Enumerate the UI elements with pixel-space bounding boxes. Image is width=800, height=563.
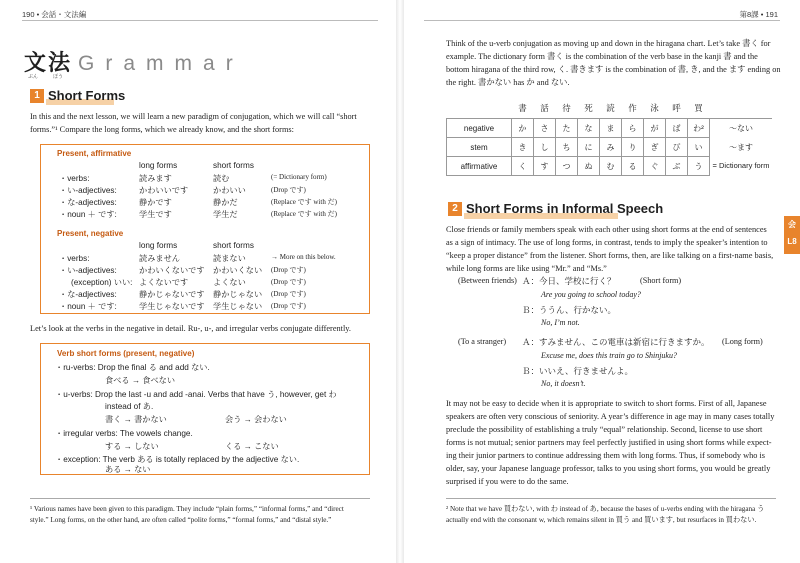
head-oyogu: 泳	[644, 98, 666, 119]
aff-cell: ぶ	[666, 157, 688, 176]
example-1-context: (Between friends)	[458, 276, 517, 285]
table-row-stem	[447, 138, 773, 157]
head-hanasu: 話	[534, 98, 556, 119]
aff-row-1-long: 読みます	[139, 174, 172, 183]
stem-cell: み	[600, 138, 622, 157]
neg-row-3-note: (Drop です)	[271, 278, 306, 286]
neg-cell: た	[556, 119, 578, 138]
chapter-tab-top: 会	[788, 220, 796, 229]
informal-p2-line-7: surprised if you were to do the same.	[446, 477, 569, 486]
aff-row-2-label: ・い-adjectives:	[59, 186, 117, 195]
footnote-2-line-2: actually end with the consonant w, which remains silent in 買う and 買います, but resurfaces in 買わない.	[446, 516, 757, 524]
aff-row-3-note: (Replace です with だ)	[271, 198, 337, 206]
irregular-example-1: する → しない	[105, 442, 159, 451]
section-title-jp: 文法	[24, 50, 73, 75]
exception-rule: ・exception: The verb ある is totally replaced by the adjective ない.	[55, 455, 300, 464]
negative-heading: Present, negative	[57, 229, 124, 238]
section-title-en: Grammar	[78, 52, 244, 75]
u-verb-example-2: 会う → 会わない	[225, 415, 287, 424]
aff-cell: う	[688, 157, 710, 176]
chapter-tab	[784, 216, 800, 254]
example-2-context: (To a stranger)	[458, 337, 507, 346]
neg-cell: な	[578, 119, 600, 138]
intro-line-2: forms.”¹ Compare the long forms, which we already know, and the short forms:	[30, 125, 294, 134]
footnote-2-line-1: ² Note that we have 買わない, with わ instead of あ, because the bases of u-verbs ending with the hiragana う	[446, 505, 765, 513]
aff-row-4-label: ・noun ＋ です:	[59, 210, 117, 219]
stem-cell: び	[666, 138, 688, 157]
aff-ending: = Dictionary form	[712, 161, 770, 170]
heading-number-2: 2	[448, 202, 462, 216]
verbs-intro: Let’s look at the verbs in the negative in detail. Ru-, u-, and irregular verbs conjugate differently.	[30, 324, 351, 333]
right-footnote-rule	[446, 498, 776, 499]
neg-row-5-long: 学生じゃないです	[139, 302, 205, 311]
forms-comparison-box	[40, 144, 370, 314]
right-intro-line-1: Think of the u-verb conjugation as moving up and down in the hiragana chart. Let’s take 書く for	[446, 39, 771, 48]
neg-row-2-long: かわいくないです	[139, 266, 205, 275]
informal-p2-line-3: preclude the possibility of establishing a truly “equal” relationship. Second, license to use short	[446, 425, 763, 434]
left-running-header: 190 • 会話・文法編	[22, 10, 87, 19]
neg-row-4-note: (Drop です)	[271, 290, 306, 298]
row-label-stem: stem	[447, 138, 512, 157]
right-running-header: 第8課 • 191	[739, 10, 778, 19]
irregular-example-2: くる → こない	[225, 442, 279, 451]
neg-cell: さ	[534, 119, 556, 138]
aff-row-1-short: 読む	[213, 174, 230, 183]
col-long-forms: long forms	[139, 161, 178, 170]
neg-cell: が	[644, 119, 666, 138]
stem-cell: ぎ	[644, 138, 666, 157]
heading-short-forms-text: Short Forms	[48, 88, 126, 103]
neg-cell: ば	[666, 119, 688, 138]
section-furigana-1: ぶん	[28, 74, 39, 80]
neg-row-4-label: ・な-adjectives:	[59, 290, 117, 299]
u-verb-example-1: 書く → 書かない	[105, 415, 167, 424]
neg-row-3-short: よくない	[213, 278, 246, 287]
neg-row-4-short: 静かじゃない	[213, 290, 263, 299]
informal-p1-line-2: as a sign of intimacy. The use of long forms, in contrast, tends to imply the speaker’s intention to	[446, 238, 768, 247]
example-2-b-translation: No, it doesn’t.	[541, 379, 586, 388]
u-verb-conjugation-table	[446, 98, 772, 176]
table-row-negative	[447, 119, 773, 138]
neg-row-5-note: (Drop です)	[271, 302, 306, 310]
right-intro-line-2: example. The dictionary form 書く is the combination of the verb base in the kanji 書 and the	[446, 52, 758, 61]
right-intro-line-3: bottom hiragana of the third row, く. 書きます is the combination of 書, き, and the ます ending on	[446, 65, 781, 74]
informal-p1-line-4: while long forms are like using “Mr.” and “Ms.”	[446, 264, 607, 273]
neg-row-2-label: ・い-adjectives:	[59, 266, 117, 275]
head-matsu: 待	[556, 98, 578, 119]
example-1-b-translation: No, I’m not.	[541, 318, 580, 327]
neg-row-5-short: 学生じゃない	[213, 302, 263, 311]
table-corner	[447, 98, 512, 119]
intro-line-1: In this and the next lesson, we will learn a new paradigm of conjugation, which we will call “short	[30, 112, 357, 121]
neg-cell: か	[512, 119, 534, 138]
ru-verb-example: 食べる → 食べない	[105, 376, 176, 385]
head-shinu: 死	[578, 98, 600, 119]
col-short-forms: short forms	[213, 161, 254, 170]
left-footnote-rule	[30, 498, 370, 499]
aff-row-3-label: ・な-adjectives:	[59, 198, 117, 207]
aff-cell: ぐ	[644, 157, 666, 176]
aff-row-2-short: かわいい	[213, 186, 246, 195]
u-verb-rule-cont: instead of あ.	[105, 402, 154, 411]
col-short-forms-2: short forms	[213, 241, 254, 250]
head-end	[710, 98, 773, 119]
table-row-affirmative	[447, 157, 773, 176]
stem-cell: ち	[556, 138, 578, 157]
aff-cell: る	[622, 157, 644, 176]
aff-row-4-note: (Replace です with だ)	[271, 210, 337, 218]
stem-cell: し	[534, 138, 556, 157]
aff-row-1-label: ・verbs:	[59, 174, 90, 183]
exception-example: ある → ない	[105, 465, 151, 474]
stem-cell: き	[512, 138, 534, 157]
chapter-tab-bottom: L8	[787, 237, 797, 246]
informal-p2-line-5: ing their junior partners to continue addressing them with long forms. Thus, if somebody who is	[446, 451, 766, 460]
aff-cell: む	[600, 157, 622, 176]
u-verb-rule: ・u-verbs: Drop the last -u and add -anai. Verbs that have う, however, get わ	[55, 390, 337, 399]
row-label-affirmative: affirmative	[447, 157, 512, 176]
aff-cell: す	[534, 157, 556, 176]
neg-row-3-label: (exception) いい:	[71, 278, 133, 287]
aff-cell: つ	[556, 157, 578, 176]
section-furigana-2: ぽう	[53, 74, 64, 80]
head-yobu: 呼	[666, 98, 688, 119]
aff-row-1-note: (= Dictionary form)	[271, 173, 327, 181]
neg-ending: 〜ない	[729, 123, 753, 133]
neg-row-1-short: 読まない	[213, 254, 246, 263]
head-yomu: 読	[600, 98, 622, 119]
example-2-speaker-b: Ｂ：いいえ、行きませんよ。	[522, 367, 634, 377]
neg-row-3-long: よくないです	[139, 278, 189, 287]
aff-cell: ぬ	[578, 157, 600, 176]
footnote-1-line-2: style.” Long forms, on the other hand, are often called “polite forms,” “formal forms,” and “distal style.”	[30, 516, 332, 524]
example-1-note: (Short form)	[640, 276, 682, 285]
informal-p1-line-1: Close friends or family members speak with each other using short forms at the end of sentences	[446, 225, 767, 234]
stem-cell: り	[622, 138, 644, 157]
informal-p2-line-2: speakers are often very conscious of seniority. A year’s difference in age may in many cases totally	[446, 412, 775, 421]
example-1-speaker-b: Ｂ：ううん、行かない。	[522, 306, 617, 316]
neg-row-1-long: 読みません	[139, 254, 180, 263]
neg-cell: ま	[600, 119, 622, 138]
aff-row-4-short: 学生だ	[213, 210, 238, 219]
aff-row-2-note: (Drop です)	[271, 186, 306, 194]
informal-p2-line-1: It may not be easy to decide when it is appropriate to switch to short forms. First of all, Japanese	[446, 399, 767, 408]
verb-short-forms-box	[40, 343, 370, 475]
affirmative-heading: Present, affirmative	[57, 149, 132, 158]
heading-number-1: 1	[30, 89, 44, 103]
aff-row-3-long: 静かです	[139, 198, 172, 207]
example-1-a-translation: Are you going to school today?	[541, 290, 641, 299]
neg-row-4-long: 静かじゃないです	[139, 290, 205, 299]
footnote-1-line-1: ¹ Various names have been given to this paradigm. They include “plain forms,” “informal forms,” and “direct	[30, 505, 344, 513]
verb-box-heading: Verb short forms (present, negative)	[57, 349, 195, 358]
neg-row-2-short: かわいくない	[213, 266, 263, 275]
aff-row-3-short: 静かだ	[213, 198, 238, 207]
heading-informal-speech	[448, 201, 663, 216]
stem-cell: い	[688, 138, 710, 157]
aff-row-4-long: 学生です	[139, 210, 172, 219]
neg-cell: ら	[622, 119, 644, 138]
informal-p2-line-6: older, say, your Japanese language professor, talks to you using short forms, you would be greatly	[446, 464, 771, 473]
head-kaku: 書	[512, 98, 534, 119]
heading-informal-speech-text: Short Forms in Informal Speech	[466, 201, 664, 216]
stem-ending: 〜ます	[729, 142, 753, 152]
example-2-note: (Long form)	[722, 337, 763, 346]
row-label-negative: negative	[447, 119, 512, 138]
informal-p2-line-4: forms is not mutual; senior partners may feel perfectly justified in using short forms while expect-	[446, 438, 772, 447]
aff-cell: く	[512, 157, 534, 176]
informal-p1-line-3: “keep a proper distance” from the listener. Short forms, then, are like talking on a first-name basis,	[446, 251, 774, 260]
neg-row-1-note: → More on this below.	[271, 253, 336, 261]
example-1-speaker-a: Ａ：今日、学校に行く？	[522, 277, 616, 287]
ru-verb-rule: ・ru-verbs: Drop the final る and add ない.	[55, 363, 210, 372]
irregular-verb-rule: ・irregular verbs: The vowels change.	[55, 429, 193, 438]
head-kau: 買	[688, 98, 710, 119]
right-intro-line-4: the right. 書かない has か and ない.	[446, 78, 570, 87]
head-tsukuru: 作	[622, 98, 644, 119]
heading-short-forms	[30, 88, 125, 103]
neg-row-5-label: ・noun ＋ です:	[59, 302, 117, 311]
stem-cell: に	[578, 138, 600, 157]
page-gutter	[396, 0, 404, 563]
neg-cell: わ²	[688, 119, 710, 138]
example-2-speaker-a: Ａ：すみません、この電車は新宿に行きますか。	[522, 338, 710, 348]
example-2-a-translation: Excuse me, does this train go to Shinjuku?	[541, 351, 677, 360]
left-header-rule	[22, 20, 378, 21]
neg-row-1-label: ・verbs:	[59, 254, 90, 263]
aff-row-2-long: かわいいです	[139, 186, 189, 195]
col-long-forms-2: long forms	[139, 241, 178, 250]
neg-row-2-note: (Drop です)	[271, 266, 306, 274]
table-head-row	[447, 98, 773, 119]
right-header-rule	[424, 20, 780, 21]
